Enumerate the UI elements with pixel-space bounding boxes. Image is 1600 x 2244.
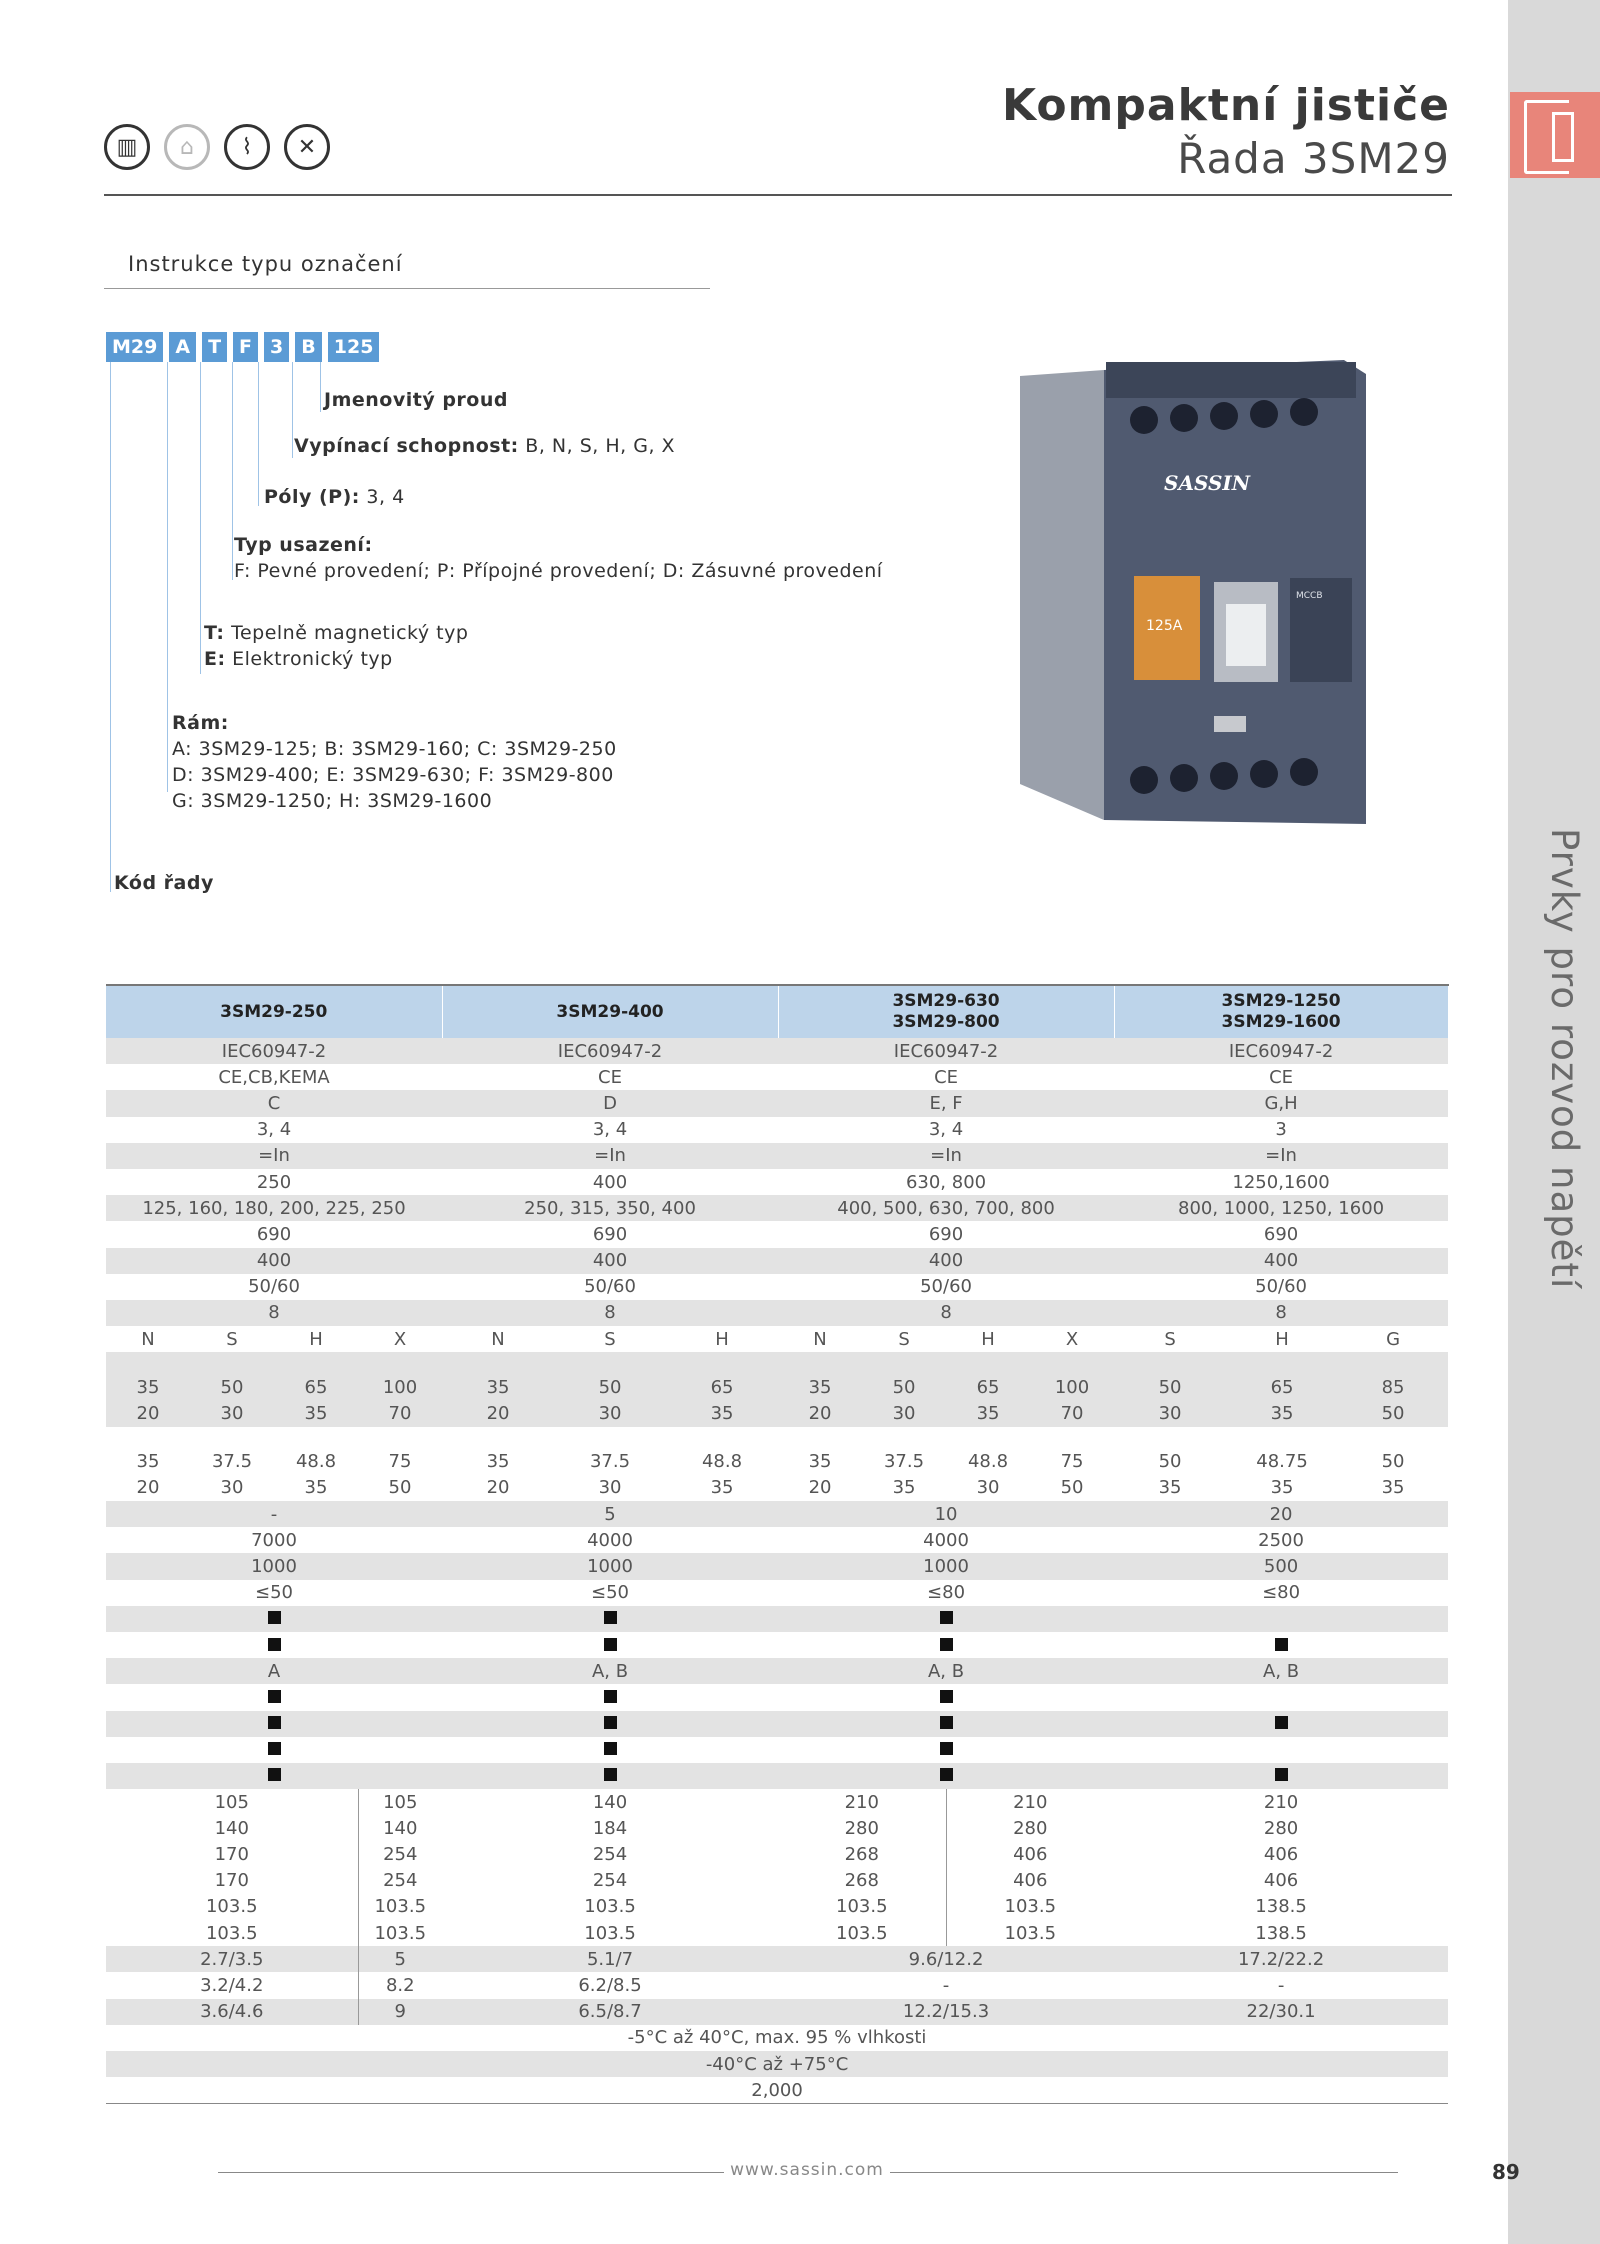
table-row: 3, 4 3, 4 3, 4 3 (256, 1119, 1287, 1141)
frame-label: Rám: A: 3SM29-125; B: 3SM29-160; C: 3SM29-250 D: 3SM29-400; E: 3SM29-630; F: 3SM29-800 G: 3SM29-1250; H: 3SM29-1600 (172, 712, 617, 812)
table-row: 2.7/3.5 5 5.1/7 9.6/12.2 17.2/22.2 (106, 1946, 1448, 1972)
table-row: 1000 1000 1000 500 (106, 1553, 1448, 1579)
brand-logo: SASSIN (1164, 471, 1251, 495)
table-row: 690 690 690 690 (256, 1223, 1299, 1245)
spec-label: MCCB (1296, 591, 1323, 601)
table-row: -5°C až 40°C, max. 95 % vlhkosti (627, 2027, 927, 2049)
sidebar-title: Prvky pro rozvod napětí (1543, 828, 1586, 1290)
footer-url: www.sassin.com (730, 2160, 884, 2180)
yes-marker (604, 1690, 617, 1703)
footer-divider (890, 2172, 1398, 2173)
yes-marker (604, 1716, 617, 1729)
table-row: 103.5 103.5 103.5 103.5 103.5 138.5 (106, 1920, 1448, 1946)
code-trip: T (202, 332, 227, 362)
breaking-capacity-label: Vypínací schopnost: B, N, S, H, G, X (294, 435, 676, 457)
table-row: 35 50 65 100 35 50 65 35 50 65 100 50 65 85 (106, 1374, 1448, 1400)
table-row: 140 140 184 280 280 280 (106, 1815, 1448, 1841)
table-header-row (106, 985, 1448, 1038)
table-row: 250 400 630, 800 1250,1600 (256, 1171, 1330, 1193)
yes-marker (268, 1690, 281, 1703)
yes-marker (940, 1716, 953, 1729)
col-header: 3SM29-250 (106, 985, 442, 1038)
section-divider (104, 288, 710, 289)
col-header: 3SM29-1250 3SM29-1600 (1114, 985, 1448, 1038)
application-icons (104, 124, 330, 170)
rated-current-label: Jmenovitý proud (324, 389, 508, 411)
tower-icon: ✕ (284, 124, 330, 170)
table-row: 170 254 254 268 406 406 (106, 1841, 1448, 1867)
table-row: - 5 10 20 (106, 1501, 1448, 1527)
yes-marker (268, 1611, 281, 1624)
spec-table (106, 984, 1449, 2104)
table-row (106, 1632, 1448, 1658)
col-header: 3SM29-400 (442, 985, 778, 1038)
yes-marker (604, 1638, 617, 1651)
table-row: N S H X N S H N S H X S H G (141, 1328, 1401, 1350)
table-row: 170 254 254 268 406 406 (106, 1868, 1448, 1894)
yes-marker (268, 1768, 281, 1781)
table-row: 8 8 8 8 (106, 1300, 1448, 1326)
factory-icon: ⌇ (224, 124, 270, 170)
table-row: 125, 160, 180, 200, 225, 250 250, 315, 350, 400 400, 500, 630, 700, 800 800, 1000, 1250, 1600 (106, 1195, 1448, 1221)
leader-line (200, 362, 201, 674)
table-row: 3.2/4.2 8.2 6.2/8.5 - - (106, 1972, 1448, 1998)
table-row (106, 1352, 1448, 1374)
yes-marker (604, 1742, 617, 1755)
code-breaking: B (295, 332, 321, 362)
table-row: 105 105 140 210 210 210 (106, 1789, 1448, 1815)
header-divider (104, 194, 1452, 196)
yes-marker (268, 1716, 281, 1729)
table-row: 400 400 400 400 (106, 1248, 1448, 1274)
table-row: 103.5 103.5 103.5 103.5 103.5 138.5 (106, 1894, 1448, 1920)
code-frame: A (169, 332, 196, 362)
breaker-product-image (1014, 354, 1374, 824)
yes-marker (268, 1742, 281, 1755)
table-row: =In =In =In =In (106, 1143, 1448, 1169)
section-tab (1510, 92, 1600, 178)
trip-type-label: T: Tepelně magnetický typ E: Elektronický typ (204, 622, 469, 670)
table-row (106, 1763, 1448, 1789)
table-row: 2,000 (106, 2077, 1448, 2104)
leader-line (320, 362, 321, 412)
footer-divider (218, 2172, 724, 2173)
yes-marker (1275, 1638, 1288, 1651)
type-code (106, 332, 379, 362)
leader-line (292, 362, 293, 458)
leader-line (232, 362, 233, 580)
table-row: ≤50 ≤50 ≤80 ≤80 (255, 1582, 1301, 1604)
table-row: 35 37.5 48.8 75 35 37.5 48.8 35 37.5 48.8 75 50 48.75 50 (136, 1451, 1405, 1473)
code-mount: F (233, 332, 258, 362)
section-title: Instrukce typu označení (128, 252, 403, 276)
page-subtitle: Řada 3SM29 (1177, 134, 1450, 183)
col-header: 3SM29-630 3SM29-800 (778, 985, 1114, 1038)
yes-marker (940, 1742, 953, 1755)
table-row: IEC60947-2 IEC60947-2 IEC60947-2 IEC60947-2 (106, 1038, 1448, 1064)
leader-line (167, 362, 168, 792)
table-row: 7000 4000 4000 2500 (251, 1529, 1304, 1551)
page-title: Kompaktní jističe (1002, 80, 1450, 131)
rating-label: 125A (1146, 618, 1183, 634)
mounting-label: Typ usazení: F: Pevné provedení; P: Přípojné provedení; D: Zásuvné provedení (234, 534, 883, 582)
table-row: A A, B A, B A, B (106, 1658, 1448, 1684)
table-row: CE,CB,KEMA CE CE CE (218, 1066, 1294, 1088)
table-row (106, 1711, 1448, 1737)
table-row (106, 1427, 1448, 1449)
yes-marker (604, 1768, 617, 1781)
table-row: 20 30 35 50 20 30 35 20 35 30 50 35 35 35 (136, 1477, 1405, 1499)
residential-icon: ⌂ (164, 124, 210, 170)
page-number: 89 (1492, 2160, 1520, 2184)
code-series: M29 (106, 332, 163, 362)
table-row: 20 30 35 70 20 30 35 20 30 35 70 30 35 50 (106, 1400, 1448, 1426)
table-row: 3.6/4.6 9 6.5/8.7 12.2/15.3 22/30.1 (106, 1999, 1448, 2025)
table-row (106, 1737, 1448, 1763)
series-code-label: Kód řady (114, 872, 214, 894)
yes-marker (1275, 1716, 1288, 1729)
table-row: 50/60 50/60 50/60 50/60 (248, 1276, 1307, 1298)
poles-label: Póly (P): 3, 4 (264, 486, 405, 508)
building-icon: ▥ (104, 124, 150, 170)
yes-marker (940, 1611, 953, 1624)
table-row (106, 1684, 1448, 1710)
table-row: -40°C až +75°C (106, 2051, 1448, 2077)
yes-marker (604, 1611, 617, 1624)
yes-marker (268, 1638, 281, 1651)
yes-marker (940, 1638, 953, 1651)
table-row: C D E, F G,H (106, 1090, 1448, 1116)
code-poles: 3 (264, 332, 289, 362)
yes-marker (940, 1690, 953, 1703)
leader-line (110, 362, 111, 892)
code-current: 125 (328, 332, 380, 362)
yes-marker (1275, 1768, 1288, 1781)
table-row (106, 1606, 1448, 1632)
leader-line (258, 362, 259, 506)
yes-marker (940, 1768, 953, 1781)
